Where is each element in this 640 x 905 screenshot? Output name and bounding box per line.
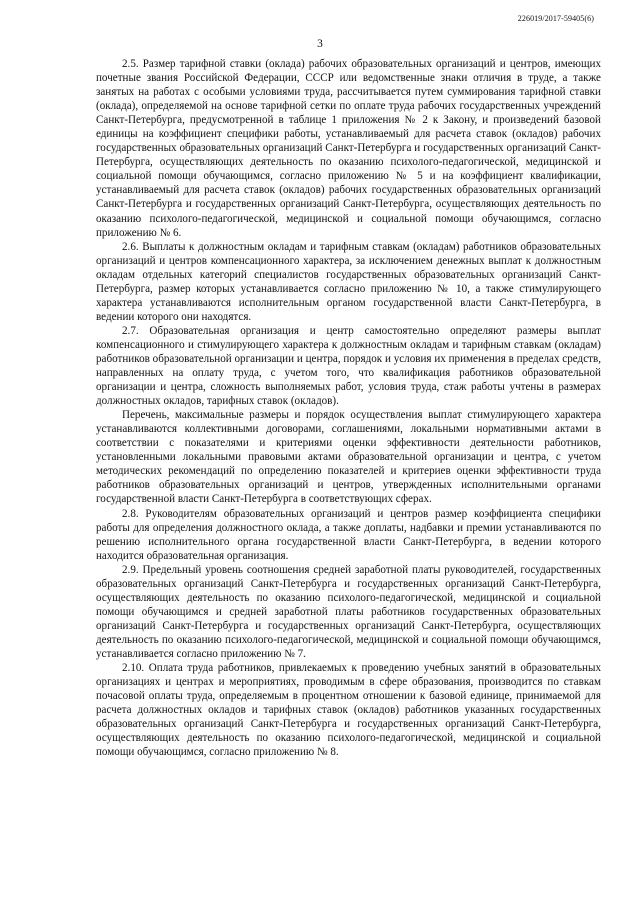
paragraph-2-8: 2.8. Руководителям образовательных организаций и центров размер коэффициента специфики работы для определения должностного оклада, а также доплаты, надбавки и премии устанавливаются по решению исполнительного органа государственной власти Санкт-Петербурга, в ведении которого находится образовательная организация.	[96, 507, 601, 562]
paragraph-2-5: 2.5. Размер тарифной ставки (оклада) рабочих образовательных организаций и центров, имеющих почетные звания Российской Федерации, СССР или ведомственные знаки отличия в труде, а также занятых на работах с особыми условиями труда, рассчитывается путем суммирования тарифной ставки (оклада), определяемой на основе тарифной сетки по оплате труда рабочих государственных учреждений Санкт-Петербурга, предусмотренной в таблице 1 приложения № 2 к Закону, и произведений базовой единицы на коэффициент специфики работы, устанавливаемый для расчета ставок (окладов) рабочих государственных образовательных организаций Санкт-Петербурга и государственных организаций Санкт-Петербурга, осуществляющих деятельность по оказанию психолого-педагогической, медицинской и социальной помощи обучающимся, согласно приложению № 5 и на коэффициент квалификации, устанавливаемый для расчета ставок (окладов) рабочих государственных образовательных организаций Санкт-Петербурга и государственных организаций Санкт-Петербурга, осуществляющих деятельность по оказанию психолого-педагогической, медицинской и социальной помощи обучающимся, согласно приложению № 6.	[96, 58, 601, 239]
document-registration-number: 226019/2017-59405(6)	[517, 14, 594, 23]
paragraph-2-10: 2.10. Оплата труда работников, привлекаемых к проведению учебных занятий в образовательных организациях и центрах и мероприятиях, проводимым в сфере образования, производится по ставкам почасовой оплаты труда, определяемым в процентном отношении к базовой единице, принимаемой для расчета должностных окладов и тарифных ставок (окладов) работников указанных государственных образовательных организаций Санкт-Петербурга и государственных организаций Санкт-Петербурга, осуществляющих деятельность по оказанию психолого-педагогической, медицинской и социальной помощи обучающимся, согласно приложению № 8.	[96, 662, 601, 759]
document-body	[96, 57, 601, 759]
paragraph-2-6: 2.6. Выплаты к должностным окладам и тарифным ставкам (окладам) работников образовательных организаций и центров компенсационного характера, за исключением денежных выплат к должностным окладам отдельных категорий специалистов государственных образовательных организаций Санкт-Петербурга, размер которых устанавливается согласно приложению № 10, а также стимулирующего характера устанавливаются исполнительным органом государственной власти Санкт-Петербурга, в ведении которого они находятся.	[96, 240, 601, 323]
paragraph-2-7-list: Перечень, максимальные размеры и порядок осуществления выплат стимулирующего характера устанавливаются коллективными договорами, соглашениями, локальными нормативными актами в соответствии с показателями и критериями оценки эффективности деятельности работников, установленными локальными правовыми актами образовательной организации и центра, с учетом методических рекомендаций по определению показателей и критериев оценки эффективности труда работников образовательных организаций и центров, утвержденных исполнительными органами государственной власти Санкт-Петербурга в соответствующих сферах.	[96, 409, 601, 506]
page-number: 3	[317, 38, 323, 50]
paragraph-2-9: 2.9. Предельный уровень соотношения средней заработной платы руководителей, государственных образовательных организаций Санкт-Петербурга и государственных организаций Санкт-Петербурга, осуществляющих деятельность по оказанию психолого-педагогической, медицинской и социальной помощи обучающимся и средней заработной платы работников государственных образовательных организаций Санкт-Петербурга и государственных организаций Санкт-Петербурга, осуществляющих деятельность по оказанию психолого-педагогической, медицинской и социальной помощи обучающимся, устанавливается согласно приложению № 7.	[96, 563, 601, 660]
paragraph-2-7: 2.7. Образовательная организация и центр самостоятельно определяют размеры выплат компенсационного и стимулирующего характера к должностным окладам и тарифным ставкам (окладам) работников образовательной организации и центра, порядок и условия их применения в пределах средств, направленных на оплату труда, с учетом того, что квалификация работников образовательной организации и центра, сложность выполняемых работ, условия труда, стаж работы учтены в размерах должностных окладов, тарифных ставок (окладов).	[96, 324, 601, 408]
